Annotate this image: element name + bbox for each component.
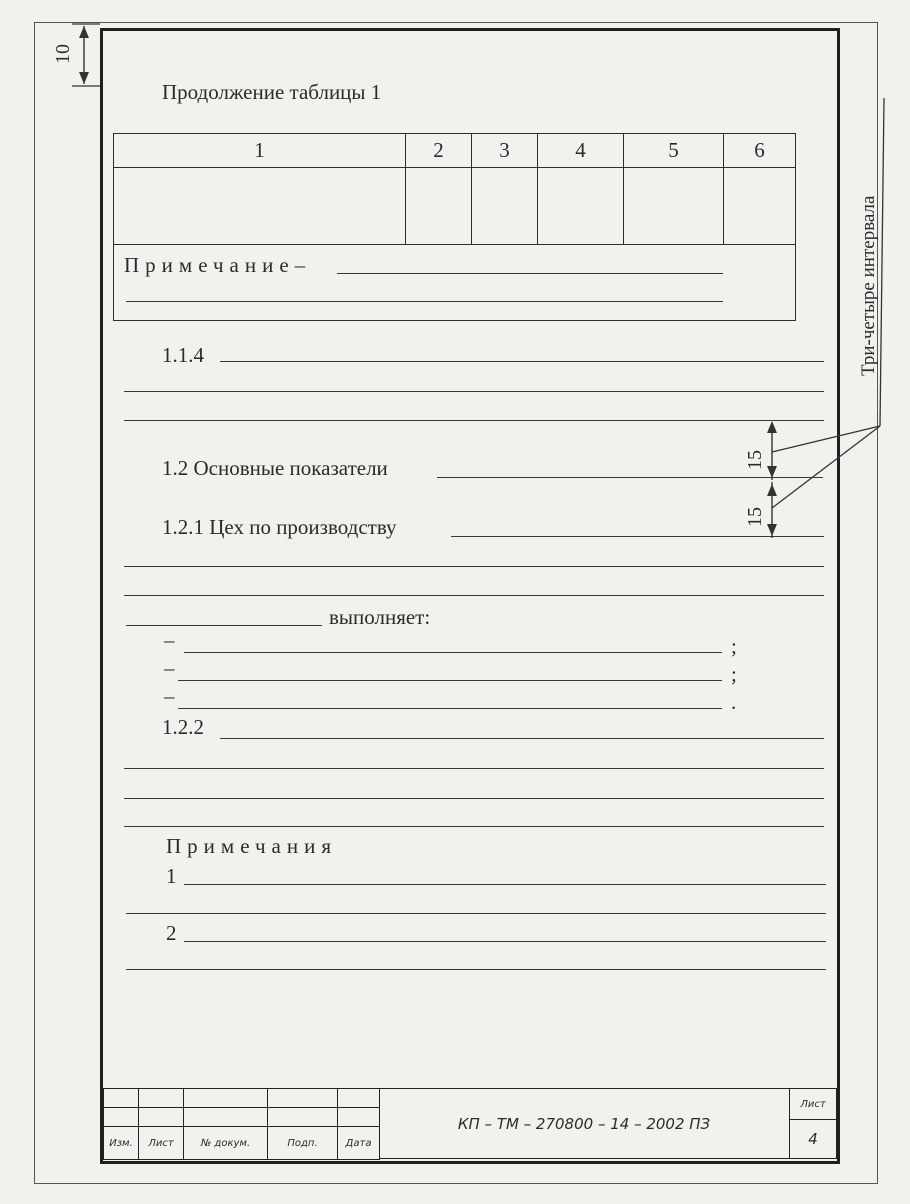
header-cell-4: 4 bbox=[538, 134, 624, 168]
title-block bbox=[103, 1088, 837, 1159]
header-cell-2: 2 bbox=[406, 134, 472, 168]
list-marker: – bbox=[164, 628, 175, 652]
section-1-2: 1.2 Основные показатели bbox=[162, 456, 388, 480]
notes-heading: Примечания bbox=[166, 834, 338, 858]
header-cell-6: 6 bbox=[724, 134, 796, 168]
spacing-label-2: 15 bbox=[744, 507, 766, 527]
list-end: ; bbox=[731, 662, 737, 686]
list-marker: – bbox=[164, 656, 175, 680]
note-row bbox=[114, 245, 796, 321]
col-doc-no: № докум. bbox=[184, 1127, 268, 1160]
note-number-1: 1 bbox=[166, 864, 177, 888]
doc-number: КП – ТМ – 270800 – 14 – 2002 ПЗ bbox=[457, 1114, 711, 1133]
sheet-label: Лист bbox=[790, 1089, 836, 1120]
text-line bbox=[184, 884, 826, 885]
section-1-2-2: 1.2.2 bbox=[162, 715, 204, 739]
text-line bbox=[124, 798, 824, 799]
sheet-number: 4 bbox=[808, 1130, 818, 1148]
header-cell-3: 3 bbox=[472, 134, 538, 168]
text-line bbox=[124, 566, 824, 567]
body-cell bbox=[472, 168, 538, 245]
header-cell-5: 5 bbox=[624, 134, 724, 168]
col-sign: Подп. bbox=[268, 1127, 338, 1160]
body-cell bbox=[406, 168, 472, 245]
list-marker: – bbox=[164, 684, 175, 708]
list-item-line bbox=[184, 652, 722, 653]
text-line bbox=[184, 941, 826, 942]
col-date: Дата bbox=[338, 1127, 380, 1160]
col-izm: Изм. bbox=[104, 1127, 139, 1160]
note-line bbox=[126, 301, 723, 302]
text-line bbox=[124, 391, 824, 392]
text-line bbox=[124, 420, 824, 421]
list-item-line bbox=[178, 680, 722, 681]
list-end: . bbox=[731, 690, 737, 714]
text-line bbox=[124, 826, 824, 827]
text-line bbox=[126, 625, 322, 626]
note-number-2: 2 bbox=[166, 921, 177, 945]
continuation-table bbox=[113, 133, 796, 321]
section-1-1-4: 1.1.4 bbox=[162, 343, 204, 367]
revision-table bbox=[103, 1088, 380, 1160]
spacing-label-1: 15 bbox=[744, 450, 766, 470]
header-cell-1: 1 bbox=[114, 134, 406, 168]
performs-label: выполняет: bbox=[329, 605, 431, 629]
text-line bbox=[126, 913, 826, 914]
spacing-dimension bbox=[740, 90, 905, 550]
list-end: ; bbox=[731, 634, 737, 658]
text-line bbox=[126, 969, 826, 970]
list-item-line bbox=[178, 708, 722, 709]
body-cell bbox=[624, 168, 724, 245]
note-label: Примечание– bbox=[124, 253, 312, 277]
text-line bbox=[220, 361, 824, 362]
col-list: Лист bbox=[139, 1127, 184, 1160]
table-caption: Продолжение таблицы 1 bbox=[162, 80, 382, 104]
text-line bbox=[124, 768, 824, 769]
sheet-cell bbox=[789, 1088, 837, 1159]
spacing-note: Три-четыре интервала bbox=[858, 195, 879, 376]
top-margin-label: 10 bbox=[52, 44, 74, 64]
note-line bbox=[337, 273, 723, 274]
text-line bbox=[124, 595, 824, 596]
body-cell bbox=[538, 168, 624, 245]
body-cell bbox=[114, 168, 406, 245]
section-1-2-1: 1.2.1 Цех по производству bbox=[162, 515, 397, 539]
doc-number-cell bbox=[379, 1088, 789, 1159]
text-line bbox=[220, 738, 824, 739]
